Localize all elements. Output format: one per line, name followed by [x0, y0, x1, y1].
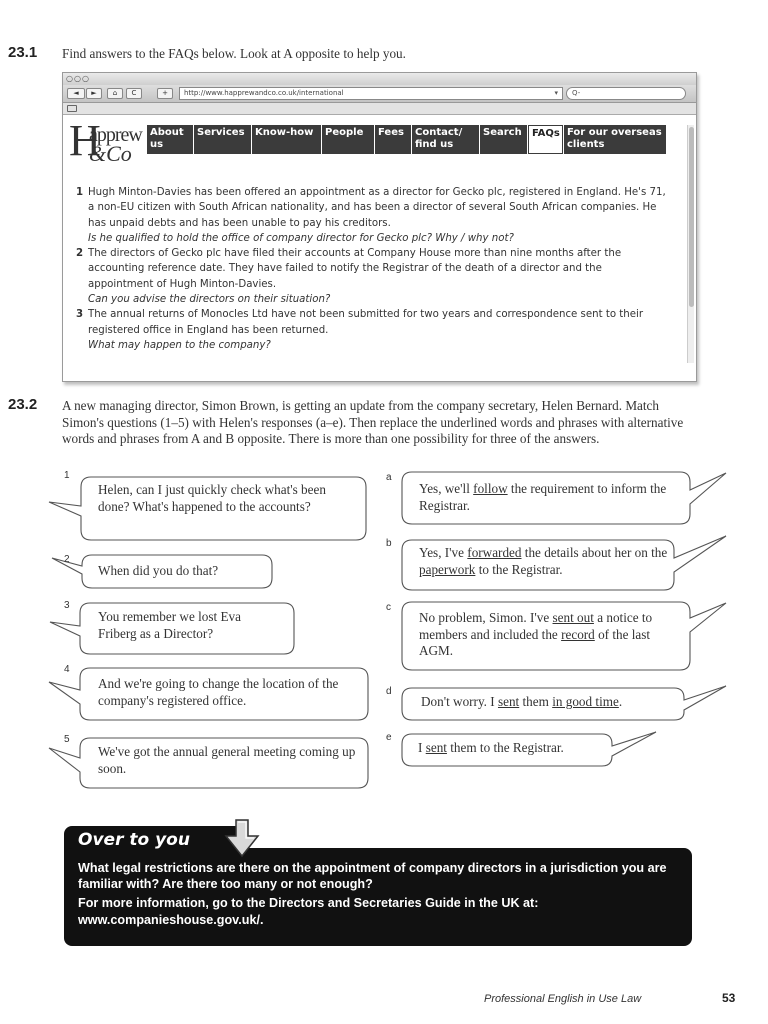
reload-icon[interactable]: C — [126, 88, 142, 99]
nav-fees[interactable]: Fees — [375, 125, 411, 154]
faq-item — [76, 307, 669, 353]
home-icon[interactable]: ⌂ — [107, 88, 123, 99]
faq-item — [76, 185, 669, 246]
nav-faqs[interactable]: FAQs — [528, 125, 563, 154]
back-button[interactable]: ◄ — [67, 88, 85, 99]
over-to-you-para: For more information, go to the Directors and Secretaries Guide in the UK at: www.companieshouse.gov.uk/. — [78, 896, 539, 927]
url-text: http://www.happrewandco.co.uk/international — [184, 89, 344, 97]
over-to-you-title: Over to you — [78, 830, 190, 850]
bookmarks-bar — [63, 103, 696, 115]
response-bubble-e — [384, 728, 664, 770]
response-label: a — [386, 472, 392, 483]
question-number: 4 — [64, 664, 70, 675]
nav-know-how[interactable]: Know-how — [252, 125, 321, 154]
pointing-arrow-icon — [218, 816, 266, 860]
forward-button[interactable]: ► — [86, 88, 102, 99]
logo-co: &Co — [89, 141, 132, 166]
response-label: e — [386, 732, 392, 743]
page-number: 53 — [722, 991, 736, 1005]
window-controls-icon[interactable]: ○○○ — [66, 74, 90, 83]
faq-text: The directors of Gecko plc have filed their accounts at Company House more than nine months after the accounting reference date. They have failed to notify the Registrar of the death of a director and the appointment of Hugh Minton-Davies. — [88, 248, 622, 290]
question-bubble-1 — [46, 472, 370, 550]
nav-people[interactable]: People — [322, 125, 374, 154]
question-number: 3 — [64, 600, 70, 611]
exercise-instruction-23-1: Find answers to the FAQs below. Look at A opposite to help you. — [62, 46, 406, 61]
over-to-you-text — [78, 860, 678, 928]
over-to-you-para: What legal restrictions are there on the appointment of company directors in a jurisdiction you are familiar with? Are there too many or not enough? — [78, 861, 667, 892]
faq-question: What may happen to the company? — [88, 339, 271, 351]
url-dropdown-icon[interactable]: ▾ — [554, 89, 558, 97]
browser-toolbar — [63, 85, 696, 103]
response-label: b — [386, 538, 392, 549]
nav-overseas-clients[interactable]: For our overseas clients — [564, 125, 666, 154]
response-text: Yes, I've forwarded the details about her on the paperwork to the Registrar. — [419, 545, 668, 577]
logo-wordmark: apprew — [89, 124, 142, 146]
question-text: And we're going to change the location of the company's registered office. — [98, 676, 339, 708]
response-bubble-d — [384, 682, 728, 724]
add-bookmark-button[interactable]: + — [157, 88, 173, 99]
nav-search[interactable]: Search — [480, 125, 527, 154]
response-label: d — [386, 686, 392, 697]
response-text: Don't worry. I sent them in good time. — [421, 694, 623, 709]
faq-question: Is he qualified to hold the office of company director for Gecko plc? Why / why not? — [88, 232, 514, 244]
bookmarks-icon[interactable] — [67, 105, 77, 112]
question-bubble-2 — [50, 552, 280, 592]
faq-item — [76, 246, 669, 307]
scrollbar[interactable] — [687, 125, 694, 363]
exercise-number-23-2: 23.2 — [8, 396, 38, 413]
exercise-number-23-1: 23.1 — [8, 44, 38, 61]
site-logo[interactable] — [69, 116, 142, 175]
response-label: c — [386, 602, 391, 613]
url-input[interactable] — [179, 87, 563, 100]
question-text: We've got the annual general meeting coming up soon. — [98, 744, 356, 776]
question-bubble-5 — [46, 732, 372, 794]
faq-text: Hugh Minton-Davies has been offered an appointment as a director for Gecko plc, registered in England. He's 71, a non-EU citizen with South African nationality, and has been a director of several South African companies. He has unpaid debts and has been unable to pay his creditors. — [88, 187, 666, 229]
response-text: I sent them to the Registrar. — [418, 740, 564, 755]
exercise-instruction-23-2: A new managing director, Simon Brown, is getting an update from the company secretary, Helen Bernard. Match Simon's questions (1–5) with Helen's responses (a–e). Then replace the underlined words and phrases with alternative words and phrases from A and B opposite. There is more than one possibility for three of the answers. — [62, 398, 684, 446]
browser-titlebar — [63, 73, 696, 85]
question-bubble-3 — [48, 600, 298, 660]
response-bubble-c — [384, 598, 728, 674]
search-input[interactable]: Q- — [566, 87, 686, 100]
response-text: No problem, Simon. I've sent out a notice to members and included the record of the last AGM. — [419, 610, 653, 658]
question-number: 5 — [64, 734, 70, 745]
response-bubble-a — [384, 468, 728, 528]
nav-contact[interactable]: Contact/ find us — [412, 125, 479, 154]
response-text: Yes, we'll follow the requirement to inform the Registrar. — [419, 481, 667, 513]
question-text: Helen, can I just quickly check what's been done? What's happened to the accounts? — [98, 482, 326, 514]
faq-text: The annual returns of Monocles Ltd have not been submitted for two years and correspondence sent to their registered office in England has been returned. — [88, 309, 644, 336]
faq-number: 2 — [76, 248, 84, 260]
faq-question: Can you advise the directors on their situation? — [88, 294, 331, 306]
question-text: When did you do that? — [98, 563, 219, 578]
footer-book-title: Professional English in Use Law — [484, 993, 642, 1005]
question-bubble-4 — [46, 664, 372, 724]
scrollbar-thumb[interactable] — [689, 127, 694, 307]
browser-window — [62, 72, 697, 382]
faq-list — [76, 185, 669, 353]
faq-number: 1 — [76, 187, 84, 198]
faq-number: 3 — [76, 309, 84, 321]
nav-services[interactable]: Services — [194, 125, 251, 154]
response-bubble-b — [384, 532, 728, 594]
question-text: You remember we lost Eva Friberg as a Director? — [98, 609, 241, 641]
logo-letter: H — [69, 116, 101, 165]
question-number: 2 — [64, 554, 70, 565]
question-number: 1 — [64, 470, 70, 481]
nav-about-us[interactable]: About us — [147, 125, 193, 154]
